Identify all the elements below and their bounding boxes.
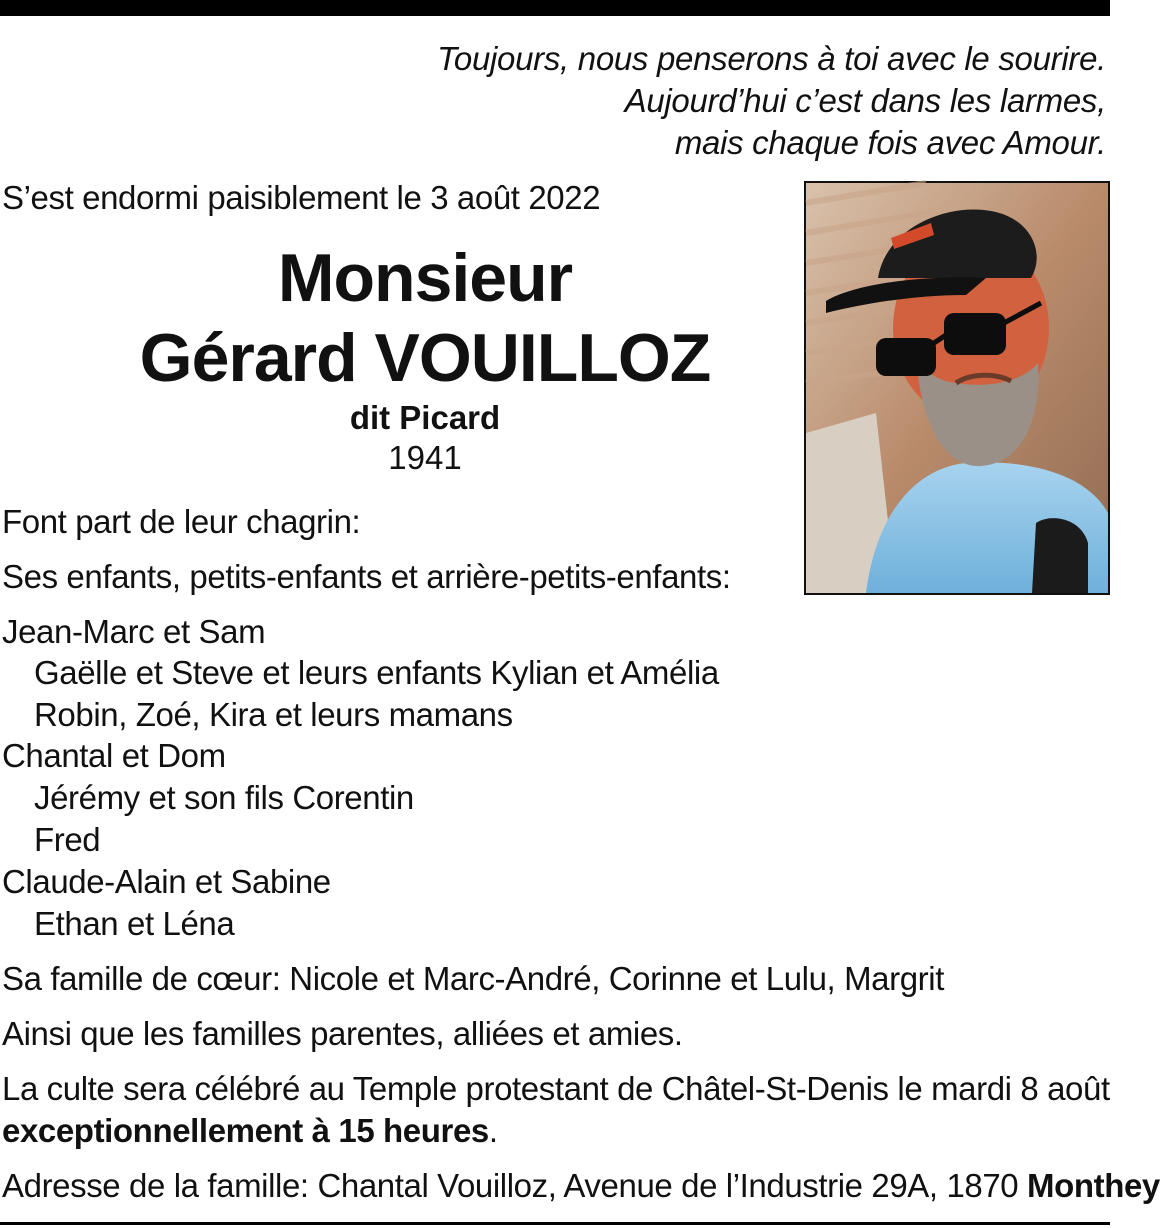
quote-line-3: mais chaque fois avec Amour. — [674, 124, 1106, 161]
memorial-quote — [206, 38, 1106, 164]
birth-year: 1941 — [388, 439, 462, 476]
address-text: Adresse de la famille: Chantal Vouilloz, Avenue de l’Industrie 29A, 1870 — [2, 1167, 1028, 1204]
bottom-rule — [0, 1222, 1110, 1225]
relatives-line: Ainsi que les familles parentes, alliées et amies. — [2, 1015, 683, 1052]
death-notice: S’est endormi paisiblement le 3 août 2022 — [2, 179, 601, 216]
family-child: Gaëlle et Steve et leurs enfants Kylian et Amélia — [34, 654, 719, 691]
service-period: . — [488, 1112, 498, 1149]
family-child: Robin, Zoé, Kira et leurs mamans — [34, 696, 513, 733]
honorific: Monsieur — [277, 240, 573, 316]
deceased-name-block — [0, 238, 850, 478]
service-time-line — [2, 1111, 498, 1151]
deceased-name: Gérard VOUILLOZ — [139, 320, 711, 396]
portrait-image — [806, 183, 1108, 593]
intro-line: Font part de leur chagrin: — [2, 503, 361, 540]
top-rule — [0, 0, 1110, 16]
heart-family-line: Sa famille de cœur: Nicole et Marc-André, Corinne et Lulu, Margrit — [2, 960, 944, 997]
service-time: exceptionnellement à 15 heures — [2, 1112, 489, 1149]
service-line: La culte sera célébré au Temple protestant de Châtel-St-Denis le mardi 8 août — [2, 1070, 1110, 1107]
family-member: Chantal et Dom — [2, 737, 226, 774]
family-address — [2, 1166, 1160, 1206]
family-heading: Ses enfants, petits-enfants et arrière-petits-enfants: — [2, 558, 731, 595]
family-child: Ethan et Léna — [34, 905, 235, 942]
nickname: dit Picard — [349, 399, 501, 436]
family-child: Fred — [34, 821, 101, 858]
family-child: Jérémy et son fils Corentin — [34, 779, 414, 816]
family-member: Claude-Alain et Sabine — [2, 863, 331, 900]
quote-line-1: Toujours, nous penserons à toi avec le sourire. — [437, 40, 1106, 77]
address-city: Monthey — [1027, 1167, 1160, 1204]
family-member: Jean-Marc et Sam — [2, 613, 266, 650]
portrait-photo — [804, 181, 1110, 595]
quote-line-2: Aujourd’hui c’est dans les larmes, — [624, 82, 1106, 119]
